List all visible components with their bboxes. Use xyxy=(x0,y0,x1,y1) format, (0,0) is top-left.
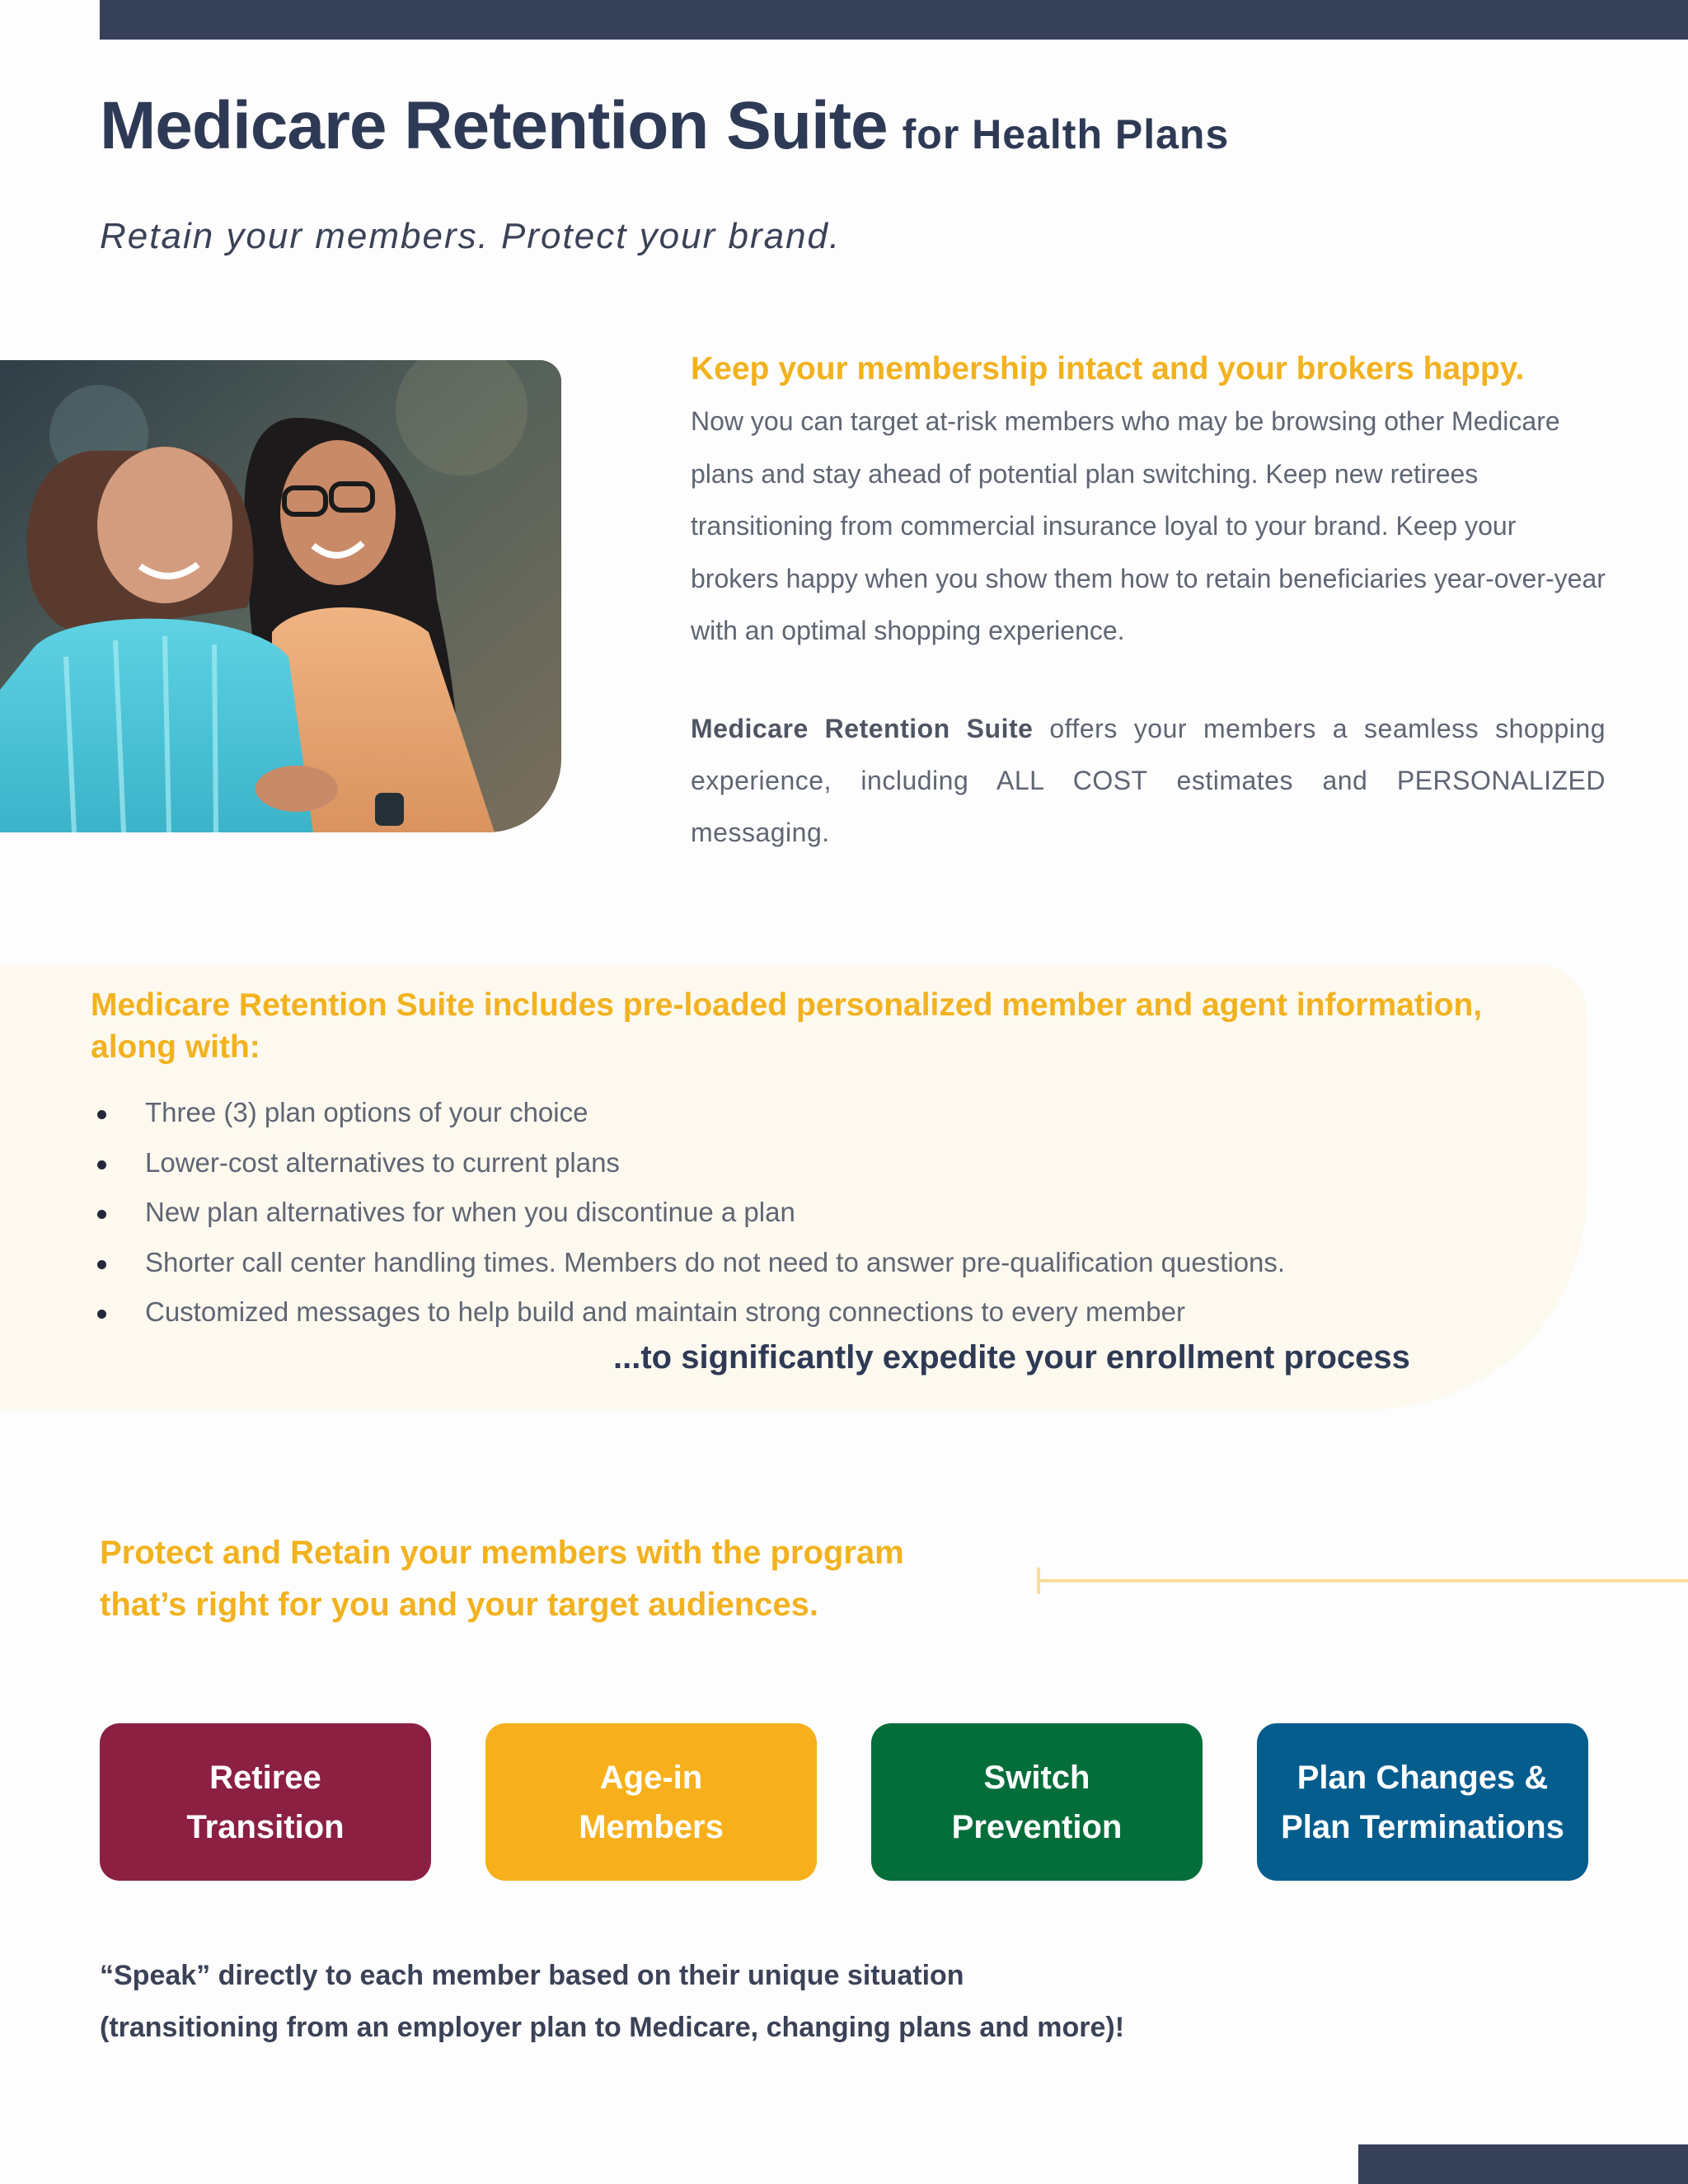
title-main: Medicare Retention Suite xyxy=(100,88,888,163)
programs-heading-line1: Protect and Retain your members with the program xyxy=(100,1535,904,1571)
features-list xyxy=(91,1088,1285,1338)
programs-heading-line2: that’s right for you and your target audiences. xyxy=(100,1586,818,1623)
page-title xyxy=(100,88,1230,163)
card-label-line2: Transition xyxy=(186,1808,345,1845)
bullet-icon xyxy=(97,1210,106,1219)
top-decorative-bar xyxy=(100,0,1688,40)
card-label-line2: Plan Terminations xyxy=(1281,1808,1564,1845)
intro-heading: Keep your membership intact and your brokers happy. xyxy=(691,351,1525,387)
intro-paragraph-product xyxy=(691,703,1606,859)
list-item xyxy=(91,1238,1285,1288)
closing-note xyxy=(100,1950,1124,2054)
list-item-text: Shorter call center handling times. Members do not need to answer pre-qualification questions. xyxy=(145,1246,1286,1277)
bullet-icon xyxy=(97,1160,106,1169)
card-label-line2: Prevention xyxy=(951,1808,1123,1845)
list-item-text: Lower-cost alternatives to current plans xyxy=(145,1146,620,1178)
card-label-line1: Retiree xyxy=(209,1759,321,1796)
list-item xyxy=(91,1088,1285,1138)
list-item-text: Customized messages to help build and maintain strong connections to every member xyxy=(145,1296,1185,1327)
list-item xyxy=(91,1138,1285,1188)
hero-photo xyxy=(0,360,561,832)
product-name: Medicare Retention Suite xyxy=(691,713,1034,743)
card-label-line1: Switch xyxy=(983,1759,1090,1796)
closing-line2: (transitioning from an employer plan to Medicare, changing plans and more)! xyxy=(100,2012,1125,2043)
program-card-retiree-transition[interactable] xyxy=(100,1723,431,1881)
program-card-age-in-members[interactable] xyxy=(485,1723,817,1881)
title-subtitle: for Health Plans xyxy=(902,111,1230,157)
bullet-icon xyxy=(97,1310,106,1319)
intro-section xyxy=(691,346,1606,859)
bottom-decorative-bar xyxy=(1358,2144,1688,2184)
intro-paragraph: Now you can target at-risk members who may be browsing other Medicare plans and stay ahead of potential plan switching. Keep new retirees transitioning from commercial insurance loyal to your brand. Keep your brokers happy when you show them how to retain beneficiaries year-over-year with an optimal shopping experience. xyxy=(691,406,1606,645)
closing-line1: “Speak” directly to each member based on their unique situation xyxy=(100,1960,964,1991)
features-heading: Medicare Retention Suite includes pre-loaded personalized member and agent information, along with: xyxy=(91,987,1483,1065)
features-panel xyxy=(0,964,1587,1409)
tagline: Retain your members. Protect your brand. xyxy=(100,216,842,256)
bullet-icon xyxy=(97,1260,106,1269)
program-card-switch-prevention[interactable] xyxy=(871,1723,1203,1881)
list-item xyxy=(91,1287,1285,1338)
divider-line xyxy=(1037,1579,1688,1582)
card-label-line1: Plan Changes & xyxy=(1296,1759,1549,1796)
features-tagline: ...to significantly expedite your enrollment process xyxy=(613,1339,1410,1376)
list-item xyxy=(91,1188,1285,1238)
product-description: offers your members a seamless shopping experience, including ALL COST estimates and PERSONALIZED messaging. xyxy=(691,713,1606,847)
programs-heading xyxy=(100,1527,1006,1631)
hero-photo-illustration xyxy=(0,360,561,832)
list-item-text: New plan alternatives for when you discontinue a plan xyxy=(145,1197,795,1227)
bullet-icon xyxy=(97,1110,106,1119)
program-card-plan-changes[interactable] xyxy=(1257,1723,1588,1881)
card-label-line2: Members xyxy=(579,1808,724,1845)
list-item-text: Three (3) plan options of your choice xyxy=(145,1097,588,1127)
card-label-line1: Age-in xyxy=(599,1759,703,1796)
